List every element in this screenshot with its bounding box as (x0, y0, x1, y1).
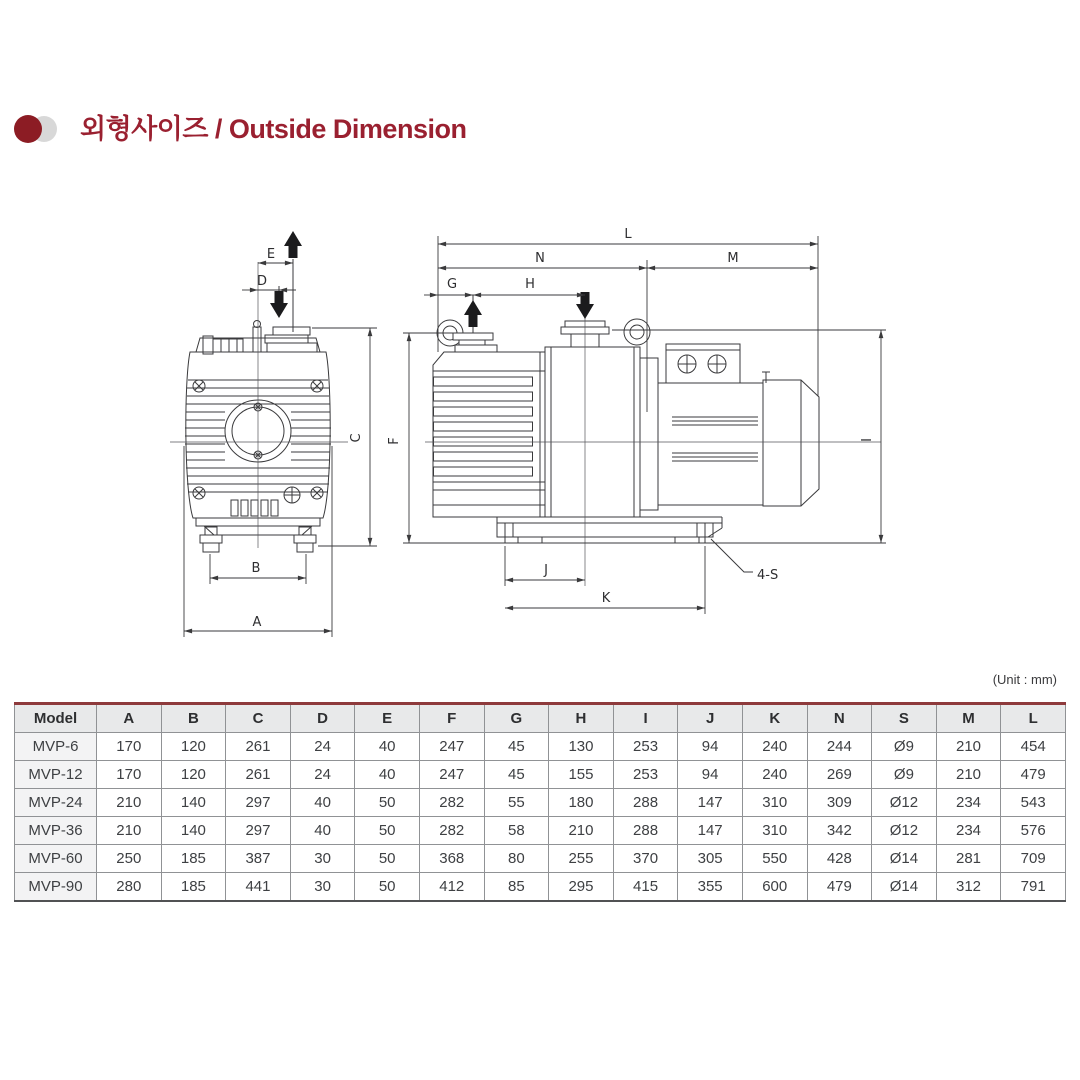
dim-label-I: I (860, 438, 875, 442)
model-cell: MVP-24 (15, 789, 97, 817)
dim-value-cell: 30 (290, 873, 355, 902)
col-header-J: J (678, 704, 743, 733)
pump-body (186, 352, 330, 518)
gas-ballast-knob (254, 321, 261, 328)
dim-value-cell: 210 (936, 733, 1001, 761)
table-row-MVP-6 (15, 733, 1066, 761)
dim-value-cell: 709 (1001, 845, 1066, 873)
dim-value-cell: 312 (936, 873, 1001, 902)
dim-value-cell: 234 (936, 789, 1001, 817)
side-view-dim-labels (387, 227, 875, 606)
dim-value-cell: 45 (484, 761, 549, 789)
dim-value-cell: 140 (161, 817, 226, 845)
col-header-I: I (613, 704, 678, 733)
col-header-L: L (1001, 704, 1066, 733)
dim-label-F: F (387, 437, 402, 445)
dimension-table (14, 702, 1066, 902)
dim-value-cell: 185 (161, 845, 226, 873)
dim-value-cell: 281 (936, 845, 1001, 873)
dim-value-cell: 55 (484, 789, 549, 817)
dim-value-cell: 50 (355, 845, 420, 873)
dim-value-cell: 342 (807, 817, 872, 845)
dim-value-cell: 50 (355, 873, 420, 902)
pump-front-section (433, 352, 545, 517)
col-header-G: G (484, 704, 549, 733)
dim-value-cell: 250 (97, 845, 162, 873)
exhaust-grille (231, 500, 278, 516)
corner-screws (193, 380, 323, 499)
dim-label-L: L (624, 227, 632, 242)
dim-label-A: A (252, 615, 262, 630)
dim-value-cell: 244 (807, 733, 872, 761)
front-view (170, 259, 348, 552)
dim-value-cell: 261 (226, 761, 291, 789)
motor-end-cap (763, 380, 819, 506)
dim-value-cell: 247 (419, 761, 484, 789)
dim-value-cell: Ø12 (872, 789, 937, 817)
dim-value-cell: 269 (807, 761, 872, 789)
dim-value-cell: 441 (226, 873, 291, 902)
unit-note: (Unit : mm) (992, 672, 1057, 687)
dim-value-cell: Ø14 (872, 845, 937, 873)
eye-bolt (437, 320, 463, 346)
dim-value-cell: 140 (161, 789, 226, 817)
dim-value-cell: 355 (678, 873, 743, 902)
foot-hole-label: 4-S (757, 568, 779, 583)
dim-value-cell: 550 (742, 845, 807, 873)
dim-value-cell: 210 (97, 789, 162, 817)
dim-value-cell: 40 (355, 733, 420, 761)
col-header-B: B (161, 704, 226, 733)
dim-label-G: G (446, 277, 458, 292)
dim-value-cell: Ø12 (872, 817, 937, 845)
dim-value-cell: 253 (613, 733, 678, 761)
dim-value-cell: 185 (161, 873, 226, 902)
model-cell: MVP-6 (15, 733, 97, 761)
pump-base (497, 517, 722, 543)
model-cell: MVP-60 (15, 845, 97, 873)
dim-value-cell: 247 (419, 733, 484, 761)
dim-value-cell: 428 (807, 845, 872, 873)
dim-value-cell: 40 (290, 789, 355, 817)
dim-label-D: D (256, 274, 268, 289)
dim-value-cell: 600 (742, 873, 807, 902)
dim-value-cell: 120 (161, 761, 226, 789)
model-cell: MVP-36 (15, 817, 97, 845)
table-row-MVP-60 (15, 845, 1066, 873)
dim-value-cell: 368 (419, 845, 484, 873)
exhaust-arrow-icon (284, 231, 302, 258)
dim-value-cell: 309 (807, 789, 872, 817)
coupling-housing (640, 358, 658, 510)
dim-value-cell: 210 (97, 817, 162, 845)
col-header-model: Model (15, 704, 97, 733)
dim-value-cell: 310 (742, 789, 807, 817)
dim-value-cell: 130 (549, 733, 614, 761)
dim-value-cell: Ø14 (872, 873, 937, 902)
dim-value-cell: 310 (742, 817, 807, 845)
side-view-dimensions (403, 236, 886, 614)
dim-value-cell: 94 (678, 761, 743, 789)
dim-value-cell: 240 (742, 733, 807, 761)
dim-value-cell: 155 (549, 761, 614, 789)
eye-bolt (624, 319, 650, 345)
foot-hole-leader (711, 539, 753, 572)
dim-label-K: K (601, 591, 611, 606)
dim-value-cell: 24 (290, 761, 355, 789)
dim-value-cell: 288 (613, 817, 678, 845)
dim-value-cell: 120 (161, 733, 226, 761)
dim-value-cell: 543 (1001, 789, 1066, 817)
dim-value-cell: 295 (549, 873, 614, 902)
bullet-red-circle (14, 115, 42, 143)
dim-value-cell: 387 (226, 845, 291, 873)
dim-value-cell: 415 (613, 873, 678, 902)
dim-value-cell: 261 (226, 733, 291, 761)
dim-value-cell: 280 (97, 873, 162, 902)
motor-body (658, 383, 763, 505)
col-header-A: A (97, 704, 162, 733)
dim-value-cell: 85 (484, 873, 549, 902)
dim-value-cell: 282 (419, 817, 484, 845)
col-header-D: D (290, 704, 355, 733)
foot-pad (203, 543, 219, 552)
dim-value-cell: 210 (549, 817, 614, 845)
col-header-C: C (226, 704, 291, 733)
dim-value-cell: 282 (419, 789, 484, 817)
dim-value-cell: 40 (290, 817, 355, 845)
foot-pad (518, 537, 542, 543)
dim-label-H: H (525, 277, 535, 292)
dim-value-cell: 454 (1001, 733, 1066, 761)
intake-arrow-icon (576, 292, 594, 319)
dim-label-M: M (727, 251, 739, 266)
dim-value-cell: 80 (484, 845, 549, 873)
col-header-S: S (872, 704, 937, 733)
flow-arrows-side (464, 292, 594, 327)
col-header-M: M (936, 704, 1001, 733)
model-cell: MVP-90 (15, 873, 97, 902)
dim-label-J: J (544, 563, 548, 578)
table-row-MVP-24 (15, 789, 1066, 817)
intake-arrow-icon (270, 291, 288, 318)
dim-value-cell: 255 (549, 845, 614, 873)
dim-label-N: N (535, 251, 545, 266)
oil-sight-glass (225, 400, 291, 462)
dim-value-cell: 170 (97, 761, 162, 789)
pump-main-block (545, 347, 640, 517)
foot-pad (297, 543, 313, 552)
terminal-box (666, 344, 740, 383)
dim-value-cell: 288 (613, 789, 678, 817)
front-view-dim-labels (252, 247, 364, 630)
model-cell: MVP-12 (15, 761, 97, 789)
dim-value-cell: 50 (355, 817, 420, 845)
dim-value-cell: 45 (484, 733, 549, 761)
dim-value-cell: 305 (678, 845, 743, 873)
dim-value-cell: 170 (97, 733, 162, 761)
flow-arrows-front (270, 231, 302, 318)
col-header-H: H (549, 704, 614, 733)
dim-value-cell: 58 (484, 817, 549, 845)
foot-pad (675, 537, 699, 543)
dim-value-cell: 412 (419, 873, 484, 902)
dim-value-cell: 30 (290, 845, 355, 873)
side-view (403, 295, 886, 586)
dim-value-cell: 50 (355, 789, 420, 817)
table-row-MVP-12 (15, 761, 1066, 789)
col-header-E: E (355, 704, 420, 733)
dim-value-cell: 147 (678, 789, 743, 817)
dim-value-cell: 576 (1001, 817, 1066, 845)
dim-value-cell: 791 (1001, 873, 1066, 902)
section-bullet-icon (14, 114, 72, 144)
col-header-N: N (807, 704, 872, 733)
dim-value-cell: 234 (936, 817, 1001, 845)
dim-value-cell: 180 (549, 789, 614, 817)
dim-value-cell: 370 (613, 845, 678, 873)
dim-value-cell: 94 (678, 733, 743, 761)
dim-value-cell: 240 (742, 761, 807, 789)
table-row-MVP-36 (15, 817, 1066, 845)
table-row-MVP-90 (15, 873, 1066, 902)
dim-value-cell: 147 (678, 817, 743, 845)
dim-value-cell: 297 (226, 817, 291, 845)
dim-value-cell: 40 (355, 761, 420, 789)
port-flange (273, 327, 310, 335)
page-title: 외형사이즈 / Outside Dimension (80, 114, 467, 144)
oil-drain-screw (284, 487, 300, 503)
dim-value-cell: 24 (290, 733, 355, 761)
oil-fill-cap (203, 336, 213, 354)
section-header (14, 112, 466, 146)
dim-value-cell: 479 (807, 873, 872, 902)
dim-value-cell: 210 (936, 761, 1001, 789)
table-header-row (15, 704, 1066, 733)
dim-label-B: B (251, 561, 261, 576)
dim-value-cell: Ø9 (872, 761, 937, 789)
front-view-dimensions (184, 263, 377, 637)
dim-label-C: C (349, 433, 364, 443)
col-header-F: F (419, 704, 484, 733)
table-body (15, 733, 1066, 902)
dim-value-cell: 253 (613, 761, 678, 789)
dim-label-E: E (266, 247, 276, 262)
exhaust-arrow-icon (464, 300, 482, 327)
col-header-K: K (742, 704, 807, 733)
dim-value-cell: Ø9 (872, 733, 937, 761)
dim-value-cell: 479 (1001, 761, 1066, 789)
dim-value-cell: 297 (226, 789, 291, 817)
